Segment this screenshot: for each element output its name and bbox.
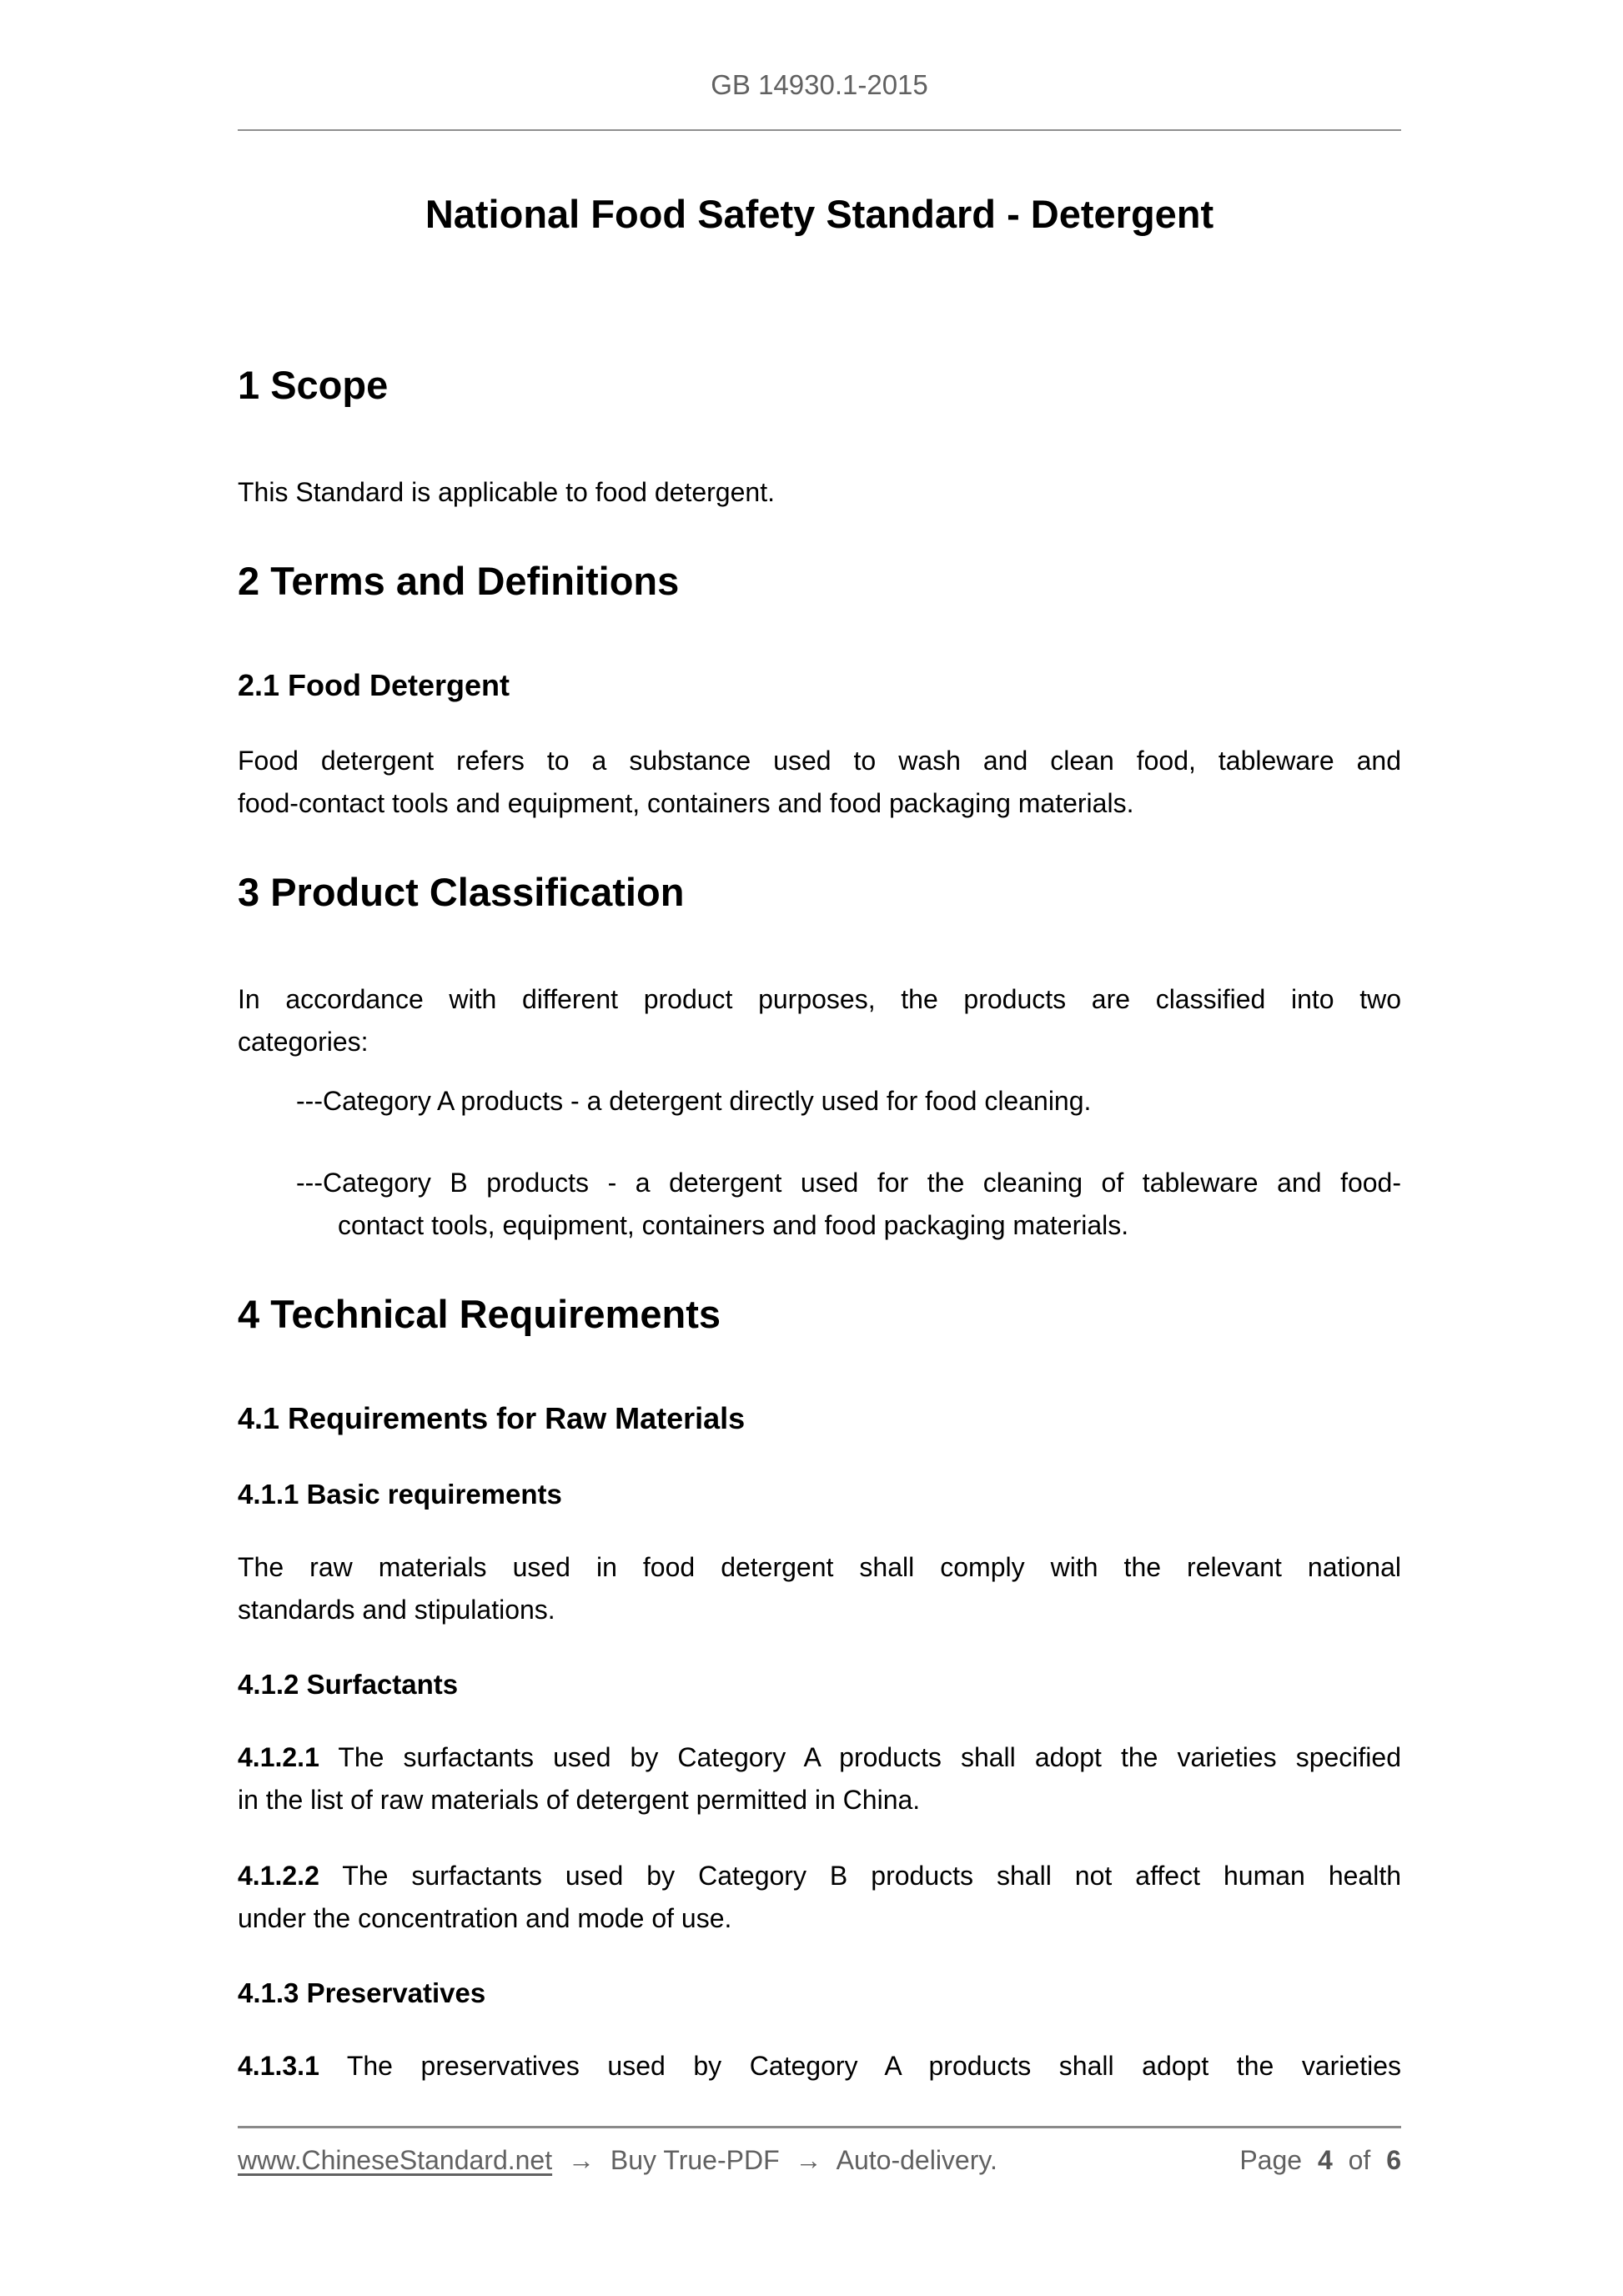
text-line: under the concentration and mode of use. [238,1903,732,1933]
section-heading: 2 Terms and Definitions [238,559,680,603]
text-line: food-contact tools and equipment, containers and food packaging materials. [238,788,1134,818]
paragraph [238,471,1401,514]
text-line [238,2045,1401,2088]
text-line: This Standard is applicable to food detergent. [238,477,775,507]
total-page-number: 6 [1386,2145,1401,2175]
section-heading: 1 Scope [238,363,389,407]
text-line [238,1736,1401,1779]
document-title: National Food Safety Standard - Detergent [425,192,1214,236]
text-line: The raw materials used in food detergent shall comply with the relevant national [238,1552,1401,1582]
clause-text: The preservatives used by Category A products shall adopt the varieties [319,2051,1401,2081]
text-line: ---Category B products - a detergent used for the cleaning of tableware and food- [296,1168,1401,1198]
text-line: Food detergent refers to a substance used to wash and clean food, tableware and [238,746,1401,776]
page-footer [238,2143,1401,2177]
paragraph [238,978,1401,1063]
paragraph [238,2045,1401,2088]
text-line: ---Category A products - a detergent directly used for food cleaning. [296,1086,1092,1116]
list-item [238,1080,1401,1123]
clause-text: The surfactants used by Category B products shall not affect human health [319,1861,1401,1891]
clause-text: The surfactants used by Category A products shall adopt the varieties specified [319,1742,1401,1772]
footer-rule [238,2126,1401,2128]
page-content [238,0,1401,2088]
paragraph [238,740,1401,825]
buy-true-pdf-label: Buy True-PDF [610,2145,780,2175]
footer-left [238,2143,997,2177]
list-item [238,1162,1401,1247]
clause-number: 4.1.2.2 [238,1861,319,1891]
section-heading: 4 Technical Requirements [238,1292,721,1336]
text-line: standards and stipulations. [238,1595,555,1625]
header-rule [238,129,1401,131]
of-word: of [1348,2145,1371,2175]
running-header-doc-number: GB 14930.1-2015 [711,69,928,100]
clause-number: 4.1.2.1 [238,1742,319,1772]
section-heading: 3 Product Classification [238,870,685,914]
text-line: In accordance with different product purposes, the products are classified into two [238,984,1401,1014]
clause-number: 4.1.3.1 [238,2051,319,2081]
paragraph [238,1855,1401,1940]
clause-heading: 4.1.2 Surfactants [238,1669,459,1700]
text-line: in the list of raw materials of detergent permitted in China. [238,1785,921,1815]
clause-heading: 4.1.3 Preservatives [238,1977,486,2008]
text-line: categories: [238,1027,369,1057]
text-line: contact tools, equipment, containers and food packaging materials. [338,1210,1129,1240]
paragraph [238,1546,1401,1631]
paragraph [238,1736,1401,1821]
arrow-icon: → [795,2145,822,2175]
subsection-heading: 2.1 Food Detergent [238,668,510,702]
site-link[interactable]: www.ChineseStandard.net [238,2145,553,2175]
auto-delivery-label: Auto-delivery. [836,2145,997,2175]
subsection-heading: 4.1 Requirements for Raw Materials [238,1401,746,1435]
page-word: Page [1239,2145,1303,2175]
page-indicator [1239,2143,1401,2177]
current-page-number: 4 [1317,2145,1333,2175]
text-line [238,1855,1401,1897]
arrow-icon: → [568,2145,595,2175]
clause-heading: 4.1.1 Basic requirements [238,1479,562,1510]
